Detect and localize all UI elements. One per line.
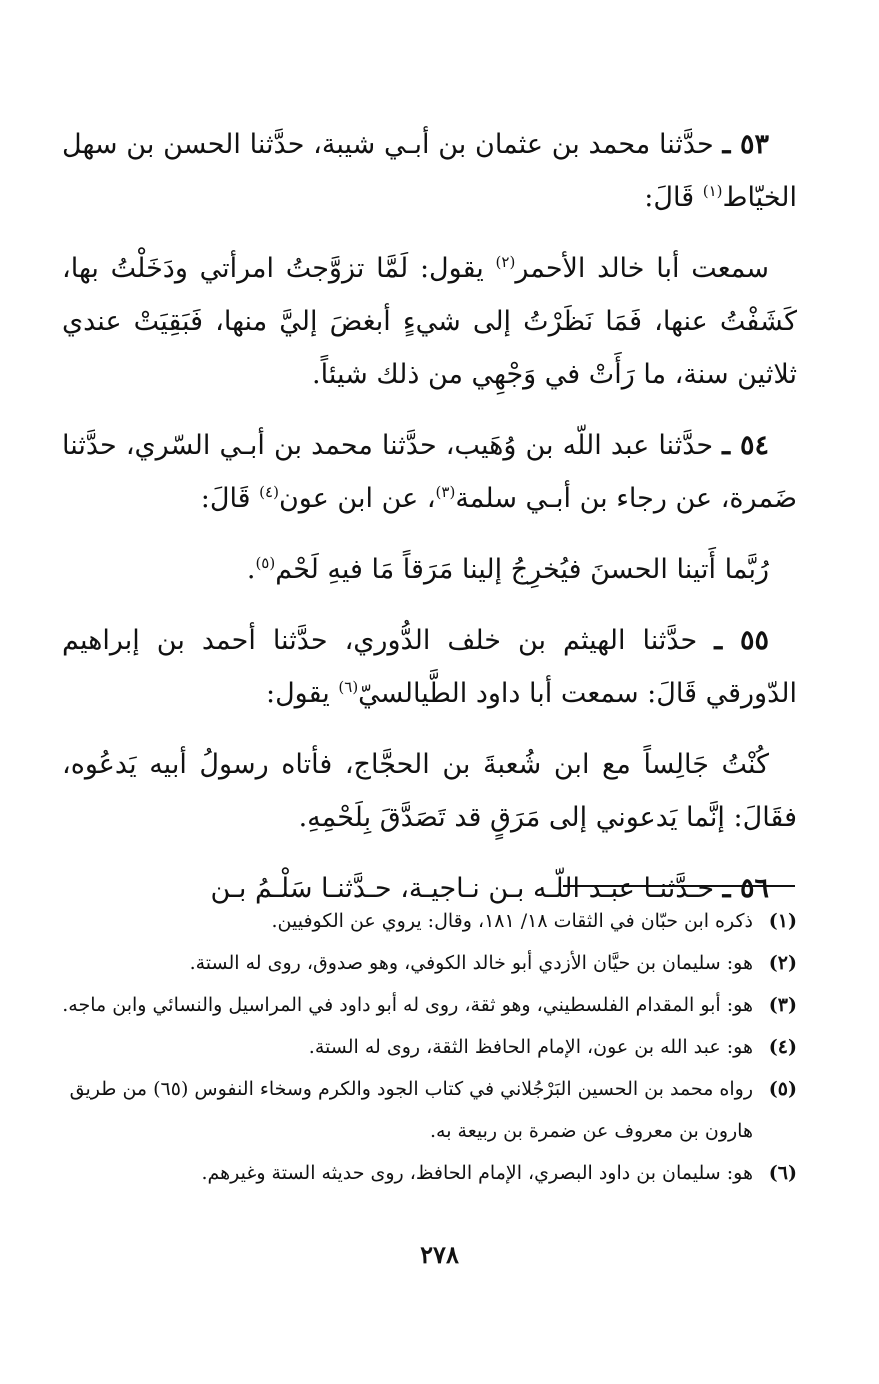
footnote-number: (٢) [768,952,797,974]
footnote-ref[interactable]: (٣) [435,483,456,501]
hadith-text: حـدَّثنـا عبـد اللّـه بـن نـاجيـة، حـدَّثنـا سَلْـمُ بـن [210,873,715,904]
hadith-text: ، عن ابن عون [278,483,436,514]
hadith-text: قَالَ: [644,182,703,213]
footnote [62,1068,797,1152]
hadith-text: قَالَ: [200,483,260,514]
hadith-54-body [62,543,797,596]
hadith-53-body [62,242,797,401]
hadith-number: ٥٦ ـ [722,873,769,904]
footnote-text: هو: سليمان بن حيَّان الأزدي أبو خالد الكوفي، وهو صدوق، روى له الستة. [189,952,753,974]
footnote-text: هو: عبد الله بن عون، الإمام الحافظ الثقة، روى له الستة. [308,1036,753,1058]
hadith-text: حدَّثنا محمد بن عثمان بن أبـي شيبة، حدَّثنا الحسن بن سهل الخيّاط [62,129,797,213]
footnote-ref[interactable]: (٤) [259,483,279,501]
footnote-number: (٥) [768,1078,797,1100]
hadith-text: يقول: لَمَّا تزوَّجتُ امرأتي ودَخَلْتُ بها، كَشَفْتُ عنها، فَمَا نَظَرْتُ إلى شيءٍ أبغضَ إليَّ منها، فَبَقِيَتْ عندي ثلاثين سنة، ما رَأَتْ في وَجْهِي من ذلك شيئاً. [62,253,797,390]
footnote-ref[interactable]: (٢) [495,253,516,271]
footnote-number: (٤) [768,1036,797,1058]
hadith-54 [62,419,797,525]
footnote-number: (١) [768,910,797,932]
footnote-number: (٣) [768,994,797,1016]
footnote-text: هو: أبو المقدام الفلسطيني، وهو ثقة، روى له أبو داود في المراسيل والنسائي وابن ماجه. [62,994,753,1016]
hadith-text: سمعت أبا خالد الأحمر [515,253,769,284]
footnote-ref[interactable]: (١) [702,182,723,200]
footnote [62,900,797,942]
footnote-number: (٦) [768,1162,797,1184]
hadith-text: يقول: [265,678,339,709]
hadith-text: رُبَّما أَتينا الحسنَ فيُخرِجُ إلينا مَرَقاً مَا فيهِ لَحْم [275,554,769,585]
hadith-text: حدَّثنا الهيثم بن خلف الدُّوري، حدَّثنا أحمد بن إبراهيم الدّورقي قَالَ: سمعت أبا داود الطَّيالسيّ [62,625,797,709]
hadith-text: . [246,554,256,585]
hadith-text: حدَّثنا عبد اللّه بن وُهَيب، حدَّثنا محمد بن أبـي السّري، حدَّثنا ضَمرة، عن رجاء بن أبـي سلمة [62,430,797,514]
footnote-divider [563,885,795,887]
hadith-number: ٥٣ ـ [722,129,770,160]
footnote-text: ذكره ابن حبّان في الثقات ١٨/ ١٨١، وقال: يروي عن الكوفيين. [271,910,753,932]
footnote-ref[interactable]: (٥) [255,554,276,572]
hadith-text: كُنْتُ جَالِساً مع ابن شُعبةَ بن الحجَّاج، فأتاه رسولُ أبيه يَدعُوه، فقَالَ: إنَّما يَدعوني إلى مَرَقٍ قد تَصَدَّقَ بِلَحْمِهِ. [62,749,797,833]
hadith-number: ٥٥ ـ [714,625,769,656]
main-text [62,118,797,933]
hadith-53 [62,118,797,224]
page-number: ٢٧٨ [420,1240,459,1269]
hadith-55-body [62,738,797,844]
footnotes [62,900,797,1194]
footnote-text: رواه محمد بن الحسين البَرْجُلاني في كتاب الجود والكرم وسخاء النفوس (٦٥) من طريق هارون بن معروف عن ضمرة بن ربيعة به. [69,1078,753,1142]
footnote-text: هو: سليمان بن داود البصري، الإمام الحافظ، روى حديثه الستة وغيرهم. [201,1162,753,1184]
footnote-ref[interactable]: (٦) [338,678,359,696]
hadith-55 [62,614,797,720]
footnote [62,942,797,984]
footnote [62,1026,797,1068]
footnote [62,984,797,1026]
footnote [62,1152,797,1194]
hadith-number: ٥٤ ـ [722,430,769,461]
